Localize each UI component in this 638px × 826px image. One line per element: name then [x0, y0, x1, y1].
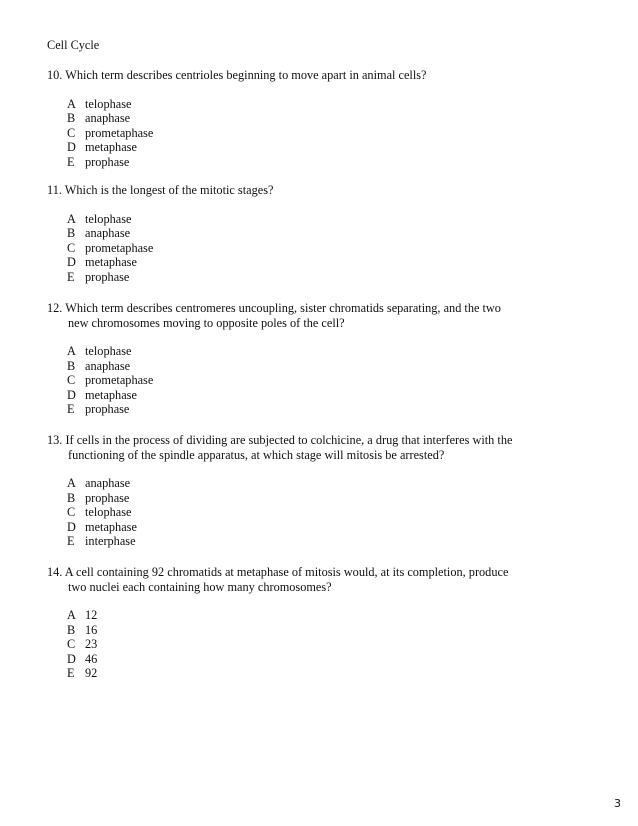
- question-text-line2: functioning of the spindle apparatus, at which stage will mitosis be arrested?: [68, 447, 445, 462]
- option-letter: A: [67, 476, 76, 490]
- answer-option: [67, 111, 587, 126]
- answer-options: [47, 97, 587, 170]
- option-text: prometaphase: [85, 373, 154, 387]
- answer-option: [67, 505, 587, 520]
- answer-option: [67, 97, 587, 112]
- answer-option: [67, 155, 587, 170]
- option-letter: E: [67, 154, 75, 169]
- option-letter: D: [67, 519, 76, 534]
- question-number: 10.: [47, 68, 63, 82]
- option-text: telophase: [85, 211, 132, 226]
- option-text: telophase: [85, 505, 132, 519]
- option-letter: B: [67, 490, 76, 505]
- option-letter: B: [67, 622, 76, 637]
- option-letter: C: [67, 373, 76, 387]
- question-text: [47, 565, 587, 580]
- answer-option: [67, 388, 587, 403]
- option-letter: E: [67, 534, 75, 548]
- option-text: prophase: [85, 490, 130, 505]
- answer-options: [47, 608, 587, 681]
- question-text-line1: A cell containing 92 chromatids at metaphase of mitosis would, at its completion, produce: [64, 565, 509, 579]
- option-letter: D: [67, 651, 76, 666]
- option-letter: B: [67, 358, 76, 373]
- option-letter: B: [67, 226, 76, 240]
- question-14: [47, 565, 587, 681]
- question-number: 12.: [47, 301, 63, 315]
- option-text: 92: [85, 666, 98, 680]
- answer-options: [47, 344, 587, 417]
- answer-option: [67, 476, 587, 491]
- answer-option: [67, 623, 587, 638]
- answer-option: [67, 126, 587, 141]
- option-letter: B: [67, 111, 76, 125]
- option-text: anaphase: [85, 358, 131, 373]
- option-text: anaphase: [85, 476, 131, 490]
- option-letter: D: [67, 255, 76, 269]
- question-text-line1: Which is the longest of the mitotic stages?: [64, 183, 274, 197]
- option-text: telophase: [85, 344, 132, 358]
- question-text-line1: Which term describes centromeres uncoupling, sister chromatids separating, and the two: [65, 301, 501, 315]
- option-letter: E: [67, 666, 75, 680]
- question-11: [47, 183, 587, 284]
- answer-options: [47, 212, 587, 285]
- option-letter: C: [67, 505, 76, 519]
- question-text-line1: If cells in the process of dividing are subjected to colchicine, a drug that interferes with the: [65, 433, 513, 447]
- answer-option: [67, 344, 587, 359]
- question-13: [47, 433, 587, 549]
- question-text-line2: new chromosomes moving to opposite poles of the cell?: [68, 315, 345, 330]
- page-number: 3: [614, 797, 621, 810]
- answer-option: [67, 255, 587, 270]
- option-letter: A: [67, 344, 76, 358]
- option-letter: C: [67, 125, 76, 140]
- answer-option: [67, 359, 587, 374]
- option-letter: D: [67, 387, 76, 402]
- answer-option: [67, 520, 587, 535]
- answer-option: [67, 652, 587, 667]
- page-title: Cell Cycle: [47, 38, 100, 52]
- question-number: 11.: [47, 183, 62, 197]
- option-letter: A: [67, 608, 76, 622]
- answer-option: [67, 534, 587, 549]
- option-text: metaphase: [85, 387, 137, 402]
- answer-option: [67, 226, 587, 241]
- question-10: [47, 68, 587, 169]
- answer-option: [67, 402, 587, 417]
- option-letter: E: [67, 269, 75, 284]
- option-text: anaphase: [85, 226, 131, 240]
- option-text: 16: [85, 622, 98, 637]
- answer-option: [67, 140, 587, 155]
- option-text: prometaphase: [85, 125, 154, 140]
- option-letter: E: [67, 402, 75, 416]
- option-text: metaphase: [85, 140, 137, 154]
- answer-option: [67, 270, 587, 285]
- option-text: 12: [85, 608, 98, 622]
- option-text: interphase: [85, 534, 136, 548]
- option-text: prophase: [85, 402, 130, 416]
- option-text: anaphase: [85, 111, 131, 125]
- option-letter: A: [67, 96, 76, 111]
- question-text-line2: two nuclei each containing how many chromosomes?: [68, 579, 332, 594]
- option-letter: D: [67, 140, 76, 154]
- option-text: 23: [85, 637, 98, 651]
- answer-options: [47, 476, 587, 549]
- option-text: prophase: [85, 269, 130, 284]
- option-letter: C: [67, 637, 76, 651]
- question-text: [47, 68, 587, 83]
- question-text: [47, 433, 587, 448]
- question-text: [47, 301, 587, 316]
- answer-option: [67, 637, 587, 652]
- answer-option: [67, 608, 587, 623]
- question-12: [47, 301, 587, 417]
- option-letter: C: [67, 240, 76, 255]
- question-number: 13.: [47, 433, 63, 447]
- answer-option: [67, 666, 587, 681]
- option-text: metaphase: [85, 519, 137, 534]
- question-number: 14.: [47, 565, 63, 579]
- answer-option: [67, 241, 587, 256]
- option-letter: A: [67, 211, 76, 226]
- answer-option: [67, 212, 587, 227]
- option-text: metaphase: [85, 255, 137, 269]
- option-text: telophase: [85, 96, 132, 111]
- option-text: prometaphase: [85, 240, 154, 255]
- question-text: [47, 183, 587, 198]
- question-text-line1: Which term describes centrioles beginning to move apart in animal cells?: [65, 68, 427, 82]
- answer-option: [67, 491, 587, 506]
- option-text: prophase: [85, 154, 130, 169]
- answer-option: [67, 373, 587, 388]
- option-text: 46: [85, 651, 98, 666]
